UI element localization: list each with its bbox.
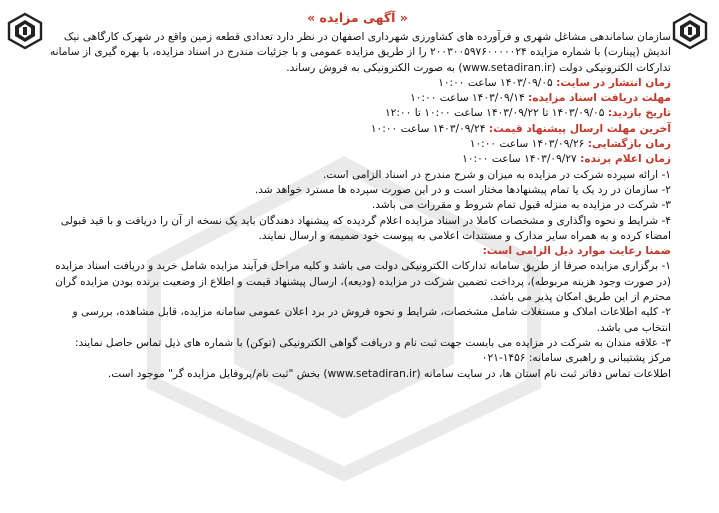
schedule-label: مهلت دریافت اسناد مزایده: <box>528 92 671 105</box>
required-item: ۲- کلیه اطلاعات املاک و مستغلات شامل مشخصات، شرایط و نحوه فروش در برد اعلان عمومی سامانه مزایده، قابل مشاهده، بررسی و انتخاب می باشد. <box>72 306 671 334</box>
schedule-winner <box>44 152 671 167</box>
condition-item: ۴- شرایط و نحوه واگذاری و مشخصات کاملا در اسناد مزایده اعلام گردیده که پیشنهاد دهندگان باید یک نسخه از آن را دریافت و با قید قبولی امضاء کرده و به همراه سایر مدارک و مستندات اعلامی به پیوست خود ضمیمه و ارسال نمایند. <box>60 214 671 242</box>
schedule-publish <box>44 76 671 91</box>
schedule-value: ۱۴۰۳/۰۹/۲۶ ساعت ۱۰:۰۰ <box>469 138 585 151</box>
notice-body <box>44 30 671 382</box>
intro-paragraph: سازمان ساماندهی مشاغل شهری و فرآورده های کشاورزی شهرداری اصفهان در نظر دارد تعدادی قطعه زمین واقع در شهرک کارگاهی نیک اندیش (پینارت) با شماره مزایده ۲۰۰۳۰۰۵۹۷۶۰۰۰۰۰۲۴ را از طریق مزایده عمومی و با جزئیات مندرج در اسناد مزایده، با بهره گیری از سامانه تدارکات الکترونیکی دولت (www.setadiran.ir) به صورت الکترونیکی به فروش رساند. <box>50 31 671 74</box>
support-line: مرکز پشتیبانی و راهبری سامانه: ۱۴۵۶-۰۲۱ <box>481 352 671 365</box>
auction-notice <box>4 4 711 507</box>
schedule-value: ۱۴۰۳/۰۹/۰۵ ساعت ۱۰:۰۰ <box>438 76 553 89</box>
schedule-value: ۱۴۰۳/۰۹/۱۴ ساعت ۱۰:۰۰ <box>410 92 525 105</box>
condition-item: ۱- ارائه سپرده شرکت در مزایده به میزان و شرح مندرج در اسناد الزامی است. <box>323 168 671 181</box>
condition-item: ۳- شرکت در مزایده به منزله قبول تمام شروط و مقررات می باشد. <box>371 199 671 212</box>
schedule-opening <box>44 137 671 152</box>
schedule-label: زمان بازگشایی: <box>587 138 671 151</box>
required-item: ۱- برگزاری مزایده صرفا از طریق سامانه تدارکات الکترونیکی دولت می باشد و کلیه مراحل فرآیند مزایده شامل خرید و دریافت اسناد مزایده (در صورت وجود هزینه مربوطه)، پرداخت تضمین شرکت در مزایده (ودیعه)، ارسال پیشنهاد قیمت و اطلاع از وضعیت برنده بودن مزایده گران محترم از این طریق امکان پذیر می باشد. <box>55 260 671 304</box>
schedule-label: زمان انتشار در سایت: <box>556 76 671 89</box>
required-heading: ضمنا رعایت موارد ذیل الزامی است: <box>482 245 671 258</box>
required-item: ۳- علاقه مندان به شرکت در مزایده می بایست جهت ثبت نام و دریافت گواهی الکترونیکی (توکن) با شماره های ذیل تماس حاصل نمایند: <box>74 336 671 349</box>
schedule-visit <box>44 106 671 121</box>
registration-line: اطلاعات تماس دفاتر ثبت نام استان ها، در سایت سامانه (www.setadiran.ir) بخش "ثبت نام/پروفایل مزایده گر" موجود است. <box>107 367 671 380</box>
schedule-label: تاریخ بازدید: <box>607 107 671 120</box>
schedule-label: زمان اعلام برنده: <box>580 153 671 166</box>
schedule-documents <box>44 91 671 106</box>
schedule-value: ۱۴۰۳/۰۹/۲۷ ساعت ۱۰:۰۰ <box>462 153 577 166</box>
schedule-deadline <box>44 122 671 137</box>
notice-title: « آگهی مزایده » <box>307 10 408 25</box>
condition-item: ۲- سازمان در رد یک یا تمام پیشنهادها مختار است و در این صورت سپرده ها مسترد خواهد شد. <box>254 183 671 196</box>
schedule-value: ۱۴۰۳/۰۹/۰۵ تا ۱۴۰۳/۰۹/۲۲ ساعت ۱۰:۰۰ تا ۱۲:۰۰ <box>384 107 605 120</box>
schedule-value: ۱۴۰۳/۰۹/۲۴ ساعت ۱۰:۰۰ <box>370 122 486 135</box>
schedule-label: آخرین مهلت ارسال پیشنهاد قیمت: <box>488 122 671 135</box>
